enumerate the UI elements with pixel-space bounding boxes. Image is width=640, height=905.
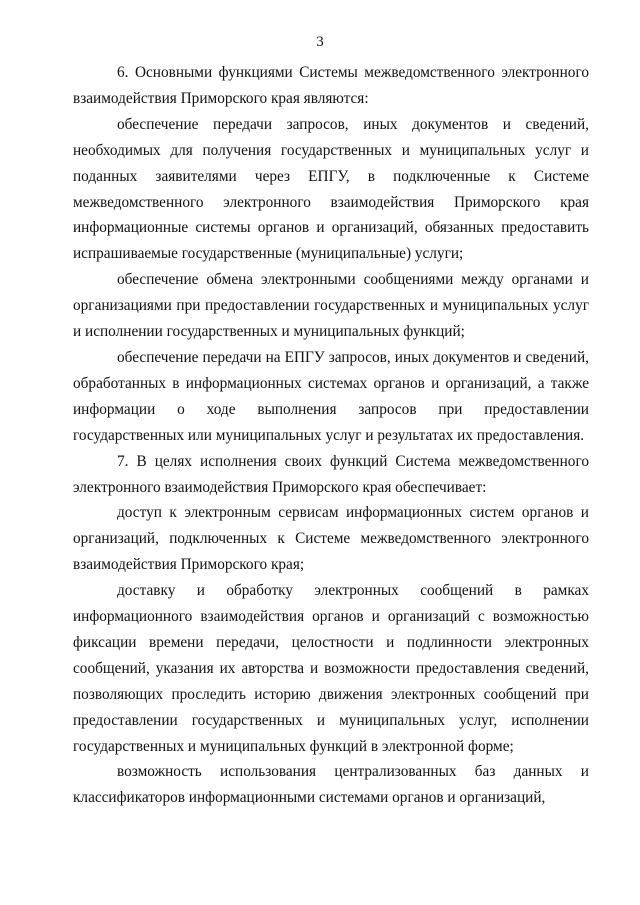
paragraph-service-access: доступ к электронным сервисам информационных систем органов и организаций, подключенных к Системе межведомственного электронного взаимодействия Приморского края;: [73, 504, 589, 574]
page-number: 3: [316, 34, 324, 50]
paragraph-item-7: 7. В целях исполнения своих функций Система межведомственного электронного взаимодействия Приморского края обеспечивает:: [73, 452, 589, 496]
paragraph-message-exchange: обеспечение обмена электронными сообщениями между органами и организациями при предоставлении государственных и муниципальных услуг и исполнении государственных и муниципальных функций;: [73, 271, 589, 341]
paragraph-item-6: 6. Основными функциями Системы межведомственного электронного взаимодействия Приморского края являются:: [73, 64, 589, 107]
paragraph-epgu-transfer: обеспечение передачи на ЕПГУ запросов, иных документов и сведений, обработанных в информационных системах органов и организаций, а также информации о ходе выполнения запросов при предоставлении государственных или муниципальных услуг и результатах их предоставления.: [73, 348, 589, 444]
paragraph-request-transfer: обеспечение передачи запросов, иных документов и сведений, необходимых для получения государственных и муниципальных услуг и поданных заявителями через ЕПГУ, в подключенные к Системе межведомственного электронного взаимодействия Приморского края информационные системы органов и организаций, обязанных предоставить испрашиваемые государственные (муниципальные) услуги;: [73, 115, 589, 263]
paragraph-message-delivery: доставку и обработку электронных сообщений в рамках информационного взаимодействия органов и организаций с возможностью фиксации времени передачи, целостности и подлинности электронных сообщений, указания их авторства и возможности предоставления сведений, позволяющих проследить историю движения электронных сообщений при предоставлении государственных и муниципальных услуг, исполнении государственных и муниципальных функций в электронной форме;: [73, 582, 589, 755]
paragraph-database-use: возможность использования централизованных баз данных и классификаторов информационными системами органов и организаций,: [73, 763, 589, 807]
document-body: [73, 60, 589, 811]
